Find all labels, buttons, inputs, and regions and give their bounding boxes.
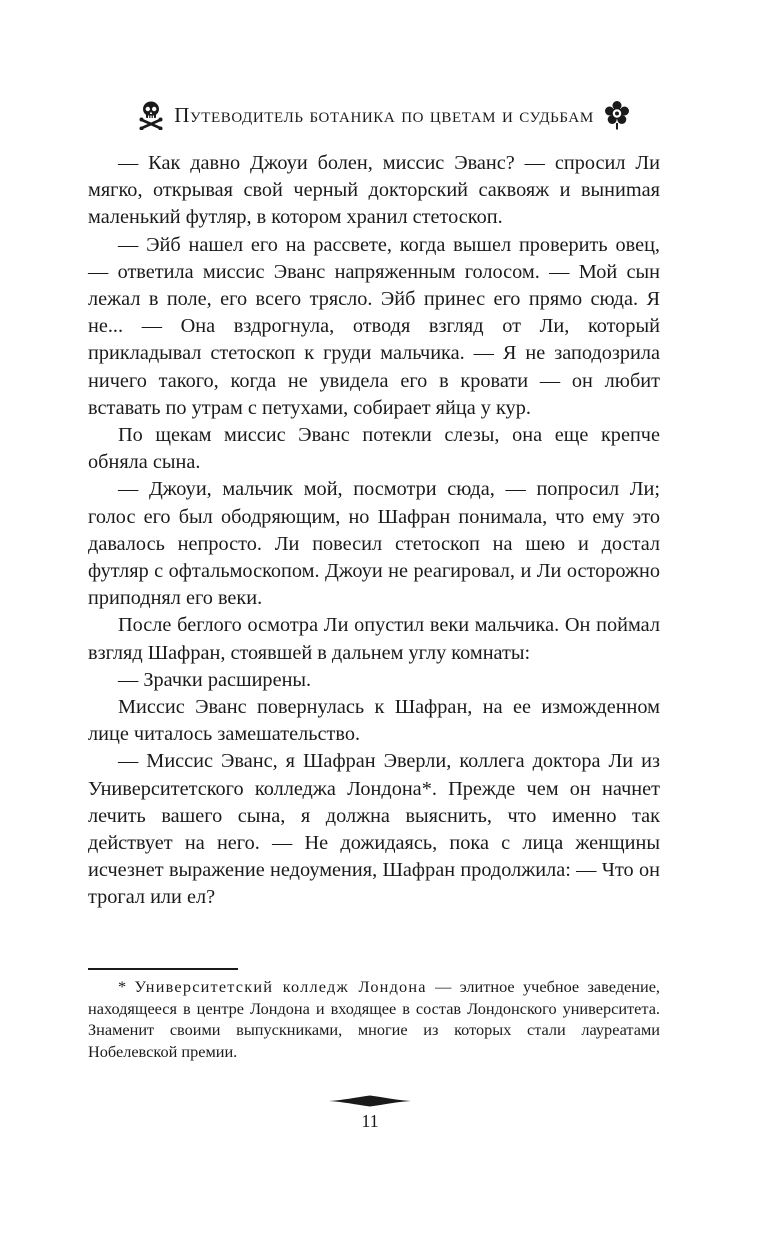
- paragraph: — Зрачки расширены.: [118, 668, 312, 691]
- footnote-term: Университетский колледж Лондона: [134, 977, 427, 996]
- page-number: 11: [361, 1111, 379, 1131]
- flower-icon: [604, 100, 630, 130]
- paragraph: По щекам миссис Эванс потекли слезы, она еще крепче обняла сына.: [88, 424, 660, 474]
- skull-crossbones-icon: [138, 100, 164, 130]
- main-text: [88, 150, 660, 912]
- running-header: [88, 98, 680, 132]
- footnote: [88, 976, 660, 1062]
- paragraph: — Эйб нашел его на рассвете, когда вышел проверить овец, — ответила миссис Эванс напряженным голосом. — Мой сын лежал в поле, его всего трясло. Эйб принес его прямо сюда. Я не... — Она вздрогнула, отводя взгляд от Ли, который прикладывал стетоскоп к груди мальчика. — Я не заподозрила ничего такого, когда не увидела его в кровати — он любит вставать по утрам с петухами, собирает яйца у кур.: [88, 233, 660, 419]
- footnote-text: [88, 976, 660, 1062]
- running-header-title: Путеводитель ботаника по цветам и судьбам: [174, 102, 594, 127]
- paragraph: — Миссис Эванс, я Шафран Эверли, коллега доктора Ли из Университетского колледжа Лондона*. Прежде чем он начнет лечить вашего сына, я должна выяснить, что именно так действует на него. — Не дожидаясь, пока с лица женщины исчезнет выражение недоумения, Шафран продолжила: — Что он трогал или ел?: [88, 750, 660, 909]
- paragraph: — Джоуи, мальчик мой, посмотри сюда, — попросил Ли; голос его был ободряющим, но Шафран понимала, что ему это давалось непросто. Ли повесил стетоскоп на шею и достал футляр с офтальмоскопом. Джоуи не реагировал, и Ли осторожно приподнял его веки.: [88, 478, 660, 610]
- footnote-marker: *: [118, 977, 135, 996]
- paragraph: Миссис Эванс повернулась к Шафран, на ее изможденном лице читалось замешательство.: [88, 696, 660, 746]
- paragraph: — Как давно Джоуи болен, миссис Эванс? — спросил Ли мягко, открывая свой черный докторский саквояж и выниmая маленький футляр, в котором хранил стетоскоп.: [88, 152, 660, 229]
- decorative-flourish-icon: [329, 1094, 411, 1108]
- footnote-divider: [88, 968, 238, 970]
- paragraph: После беглого осмотра Ли опустил веки мальчика. Он поймал взгляд Шафран, стоявшей в дальнем углу комнаты:: [88, 614, 660, 664]
- footnote-definition: — элитное учебное заведение, находящееся в центре Лондона и входящее в состав Лондонского университета. Знаменит своими выпускниками, многие из которых стали лауреатами Нобелевской премии.: [88, 977, 660, 1061]
